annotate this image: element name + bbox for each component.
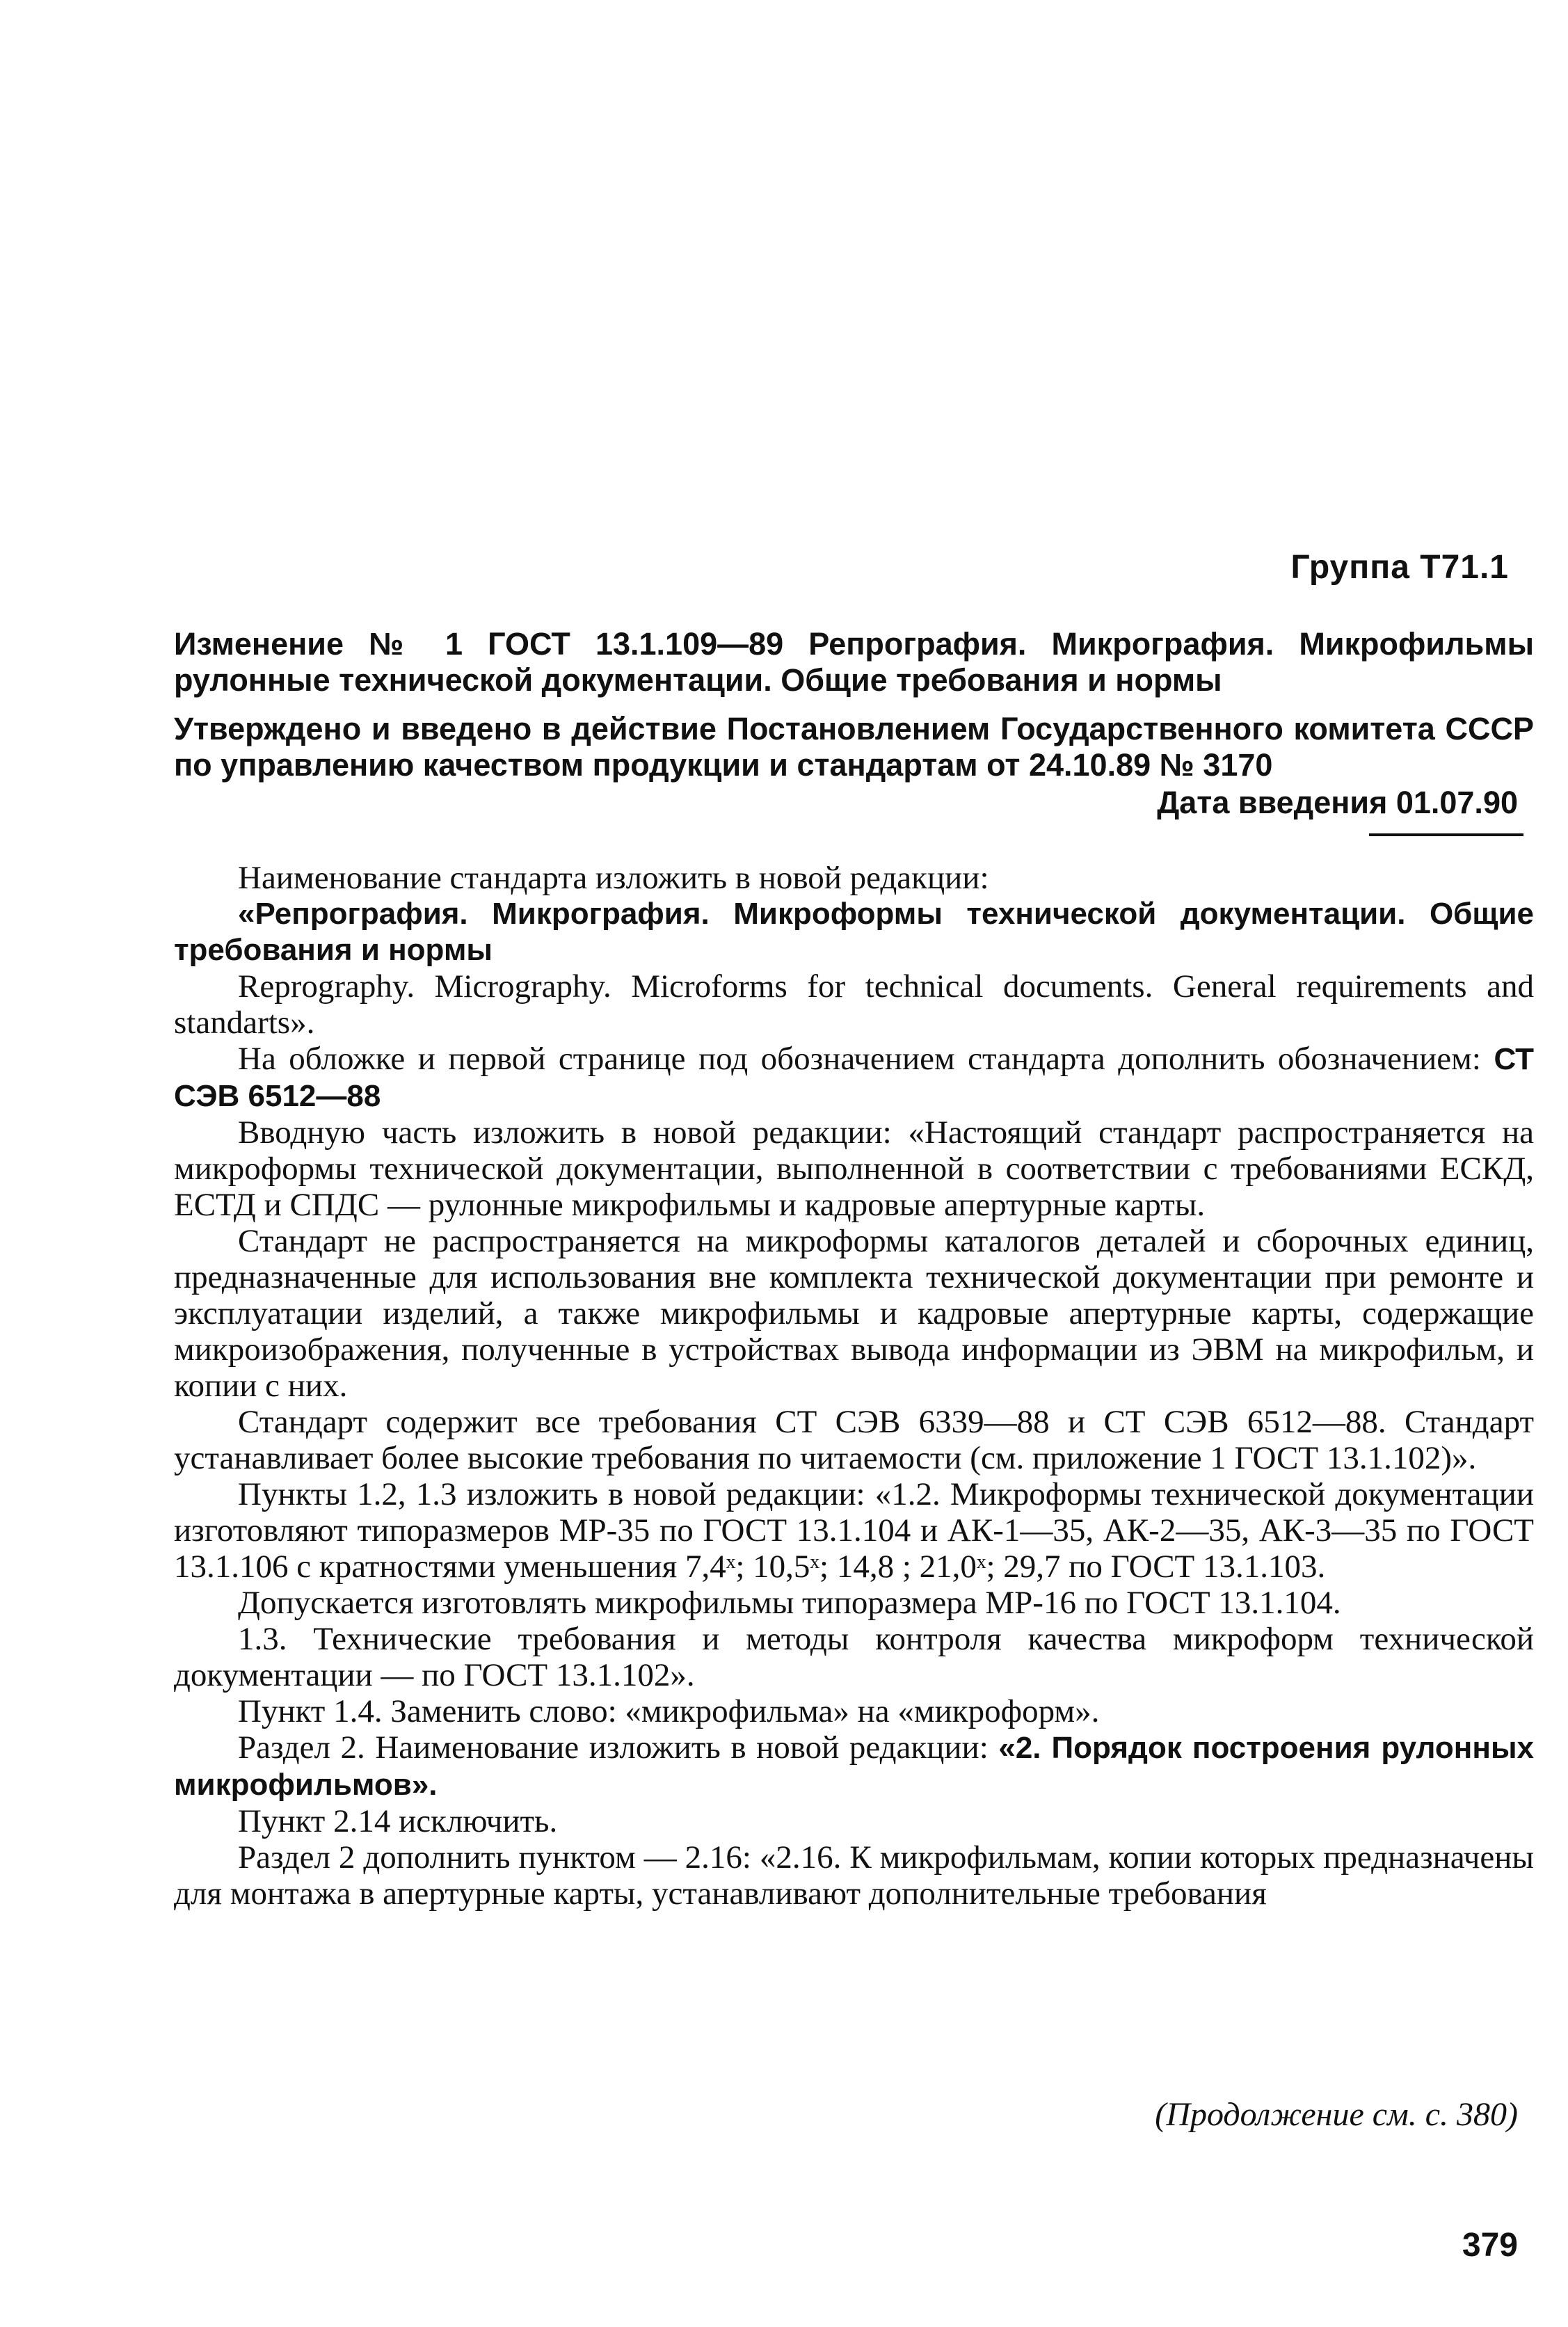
paragraph: Наименование стандарта изложить в новой редакции: <box>238 860 989 896</box>
section-title: «2. Порядок построения рулонных микрофильмов». <box>174 1731 1534 1802</box>
paragraph: Пункт 2.14 исключить. <box>238 1803 558 1839</box>
standard-designation: СТ СЭВ 6512—88 <box>174 1042 1534 1113</box>
paragraph: 1.3. Технические требования и методы контроля качества микроформ технической документации — по ГОСТ 13.1.102». <box>174 1621 1534 1693</box>
continuation-note: (Продолжение см. с. 380) <box>1155 2096 1518 2133</box>
paragraph: Стандарт содержит все требования СТ СЭВ 6339—88 и СТ СЭВ 6512—88. Стандарт устанавливает более высокие требования по читаемости (см. приложение 1 ГОСТ 13.1.102)». <box>174 1404 1534 1476</box>
paragraph <box>174 1729 1534 1803</box>
date-underline <box>1369 833 1523 836</box>
paragraph: Стандарт не распространяется на микроформы каталогов деталей и сборочных единиц, предназначенные для использования вне комплекта технической документации при ремонте и эксплуатации изделий, а также микрофильмы и кадровые апертурные карты, содержащие микроизображения, полученные в устройствах вывода информации из ЭВМ на микрофильм, и копии с них. <box>174 1223 1534 1404</box>
paragraph-text: На обложке и первой странице под обозначением стандарта дополнить обозначением: <box>238 1041 1494 1077</box>
paragraph: Допускается изготовлять микрофильмы типоразмера МР-16 по ГОСТ 13.1.104. <box>238 1585 1341 1621</box>
paragraph <box>174 1041 1534 1114</box>
paragraph: Пункт 1.4. Заменить слово: «микрофильма» на «микроформ». <box>238 1693 1100 1729</box>
page-number: 379 <box>1462 2227 1518 2264</box>
paragraph: Раздел 2 дополнить пунктом — 2.16: «2.16. К микрофильмам, копии которых предназначены для монтажа в апертурные карты, устанавливают дополнительные требования <box>174 1839 1534 1912</box>
change-title: Изменение № 1 ГОСТ 13.1.109—89 Репрография. Микрография. Микрофильмы рулонные технической документации. Общие требования и нормы <box>174 626 1534 698</box>
paragraph: Пункты 1.2, 1.3 изложить в новой редакции: «1.2. Микроформы технической документации изготовляют типоразмеров МР-35 по ГОСТ 13.1.104 и АК-1—35, АК-2—35, АК-3—35 по ГОСТ 13.1.106 с кратностями уменьшения 7,4ˣ; 10,5ˣ; 14,8 ; 21,0ˣ; 29,7 по ГОСТ 13.1.103. <box>174 1476 1534 1585</box>
classification-group: Группа Т71.1 <box>1290 549 1509 586</box>
paragraph: Вводную часть изложить в новой редакции: «Настоящий стандарт распространяется на микроформы технической документации, выполненной в соответствии с требованиями ЕСКД, ЕСТД и СПДС — рулонные микрофильмы и кадровые апертурные карты. <box>174 1114 1534 1223</box>
approval-statement: Утверждено и введено в действие Постановлением Государственного комитета СССР по управлению качеством продукции и стандартам от 24.10.89 № 3170 <box>174 711 1534 783</box>
paragraph: Reprography. Micrography. Microforms for technical documents. General requirements and standarts». <box>174 968 1534 1041</box>
document-body <box>174 860 1534 1912</box>
paragraph-text: Раздел 2. Наименование изложить в новой редакции: <box>238 1729 999 1766</box>
paragraph-bold: «Репрография. Микрография. Микроформы технической документации. Общие требования и нормы <box>174 897 1534 967</box>
introduction-date: Дата введения 01.07.90 <box>1157 785 1518 820</box>
